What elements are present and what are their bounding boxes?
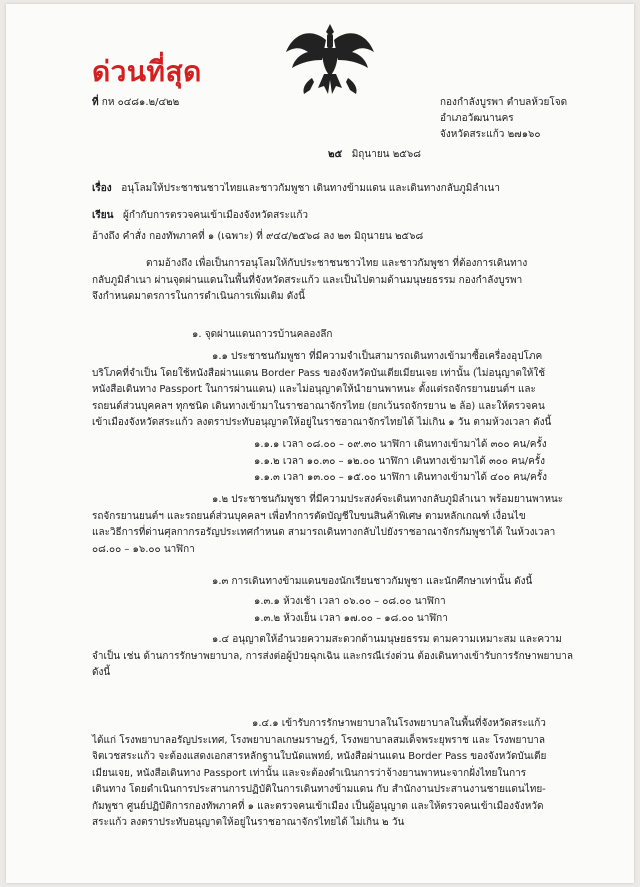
item-line: ๑.๒ ประชาชนกัมพูชา ที่มีความประสงค์จะเดินทางกลับภูมิลำเนา พร้อมยานพาหนะ <box>212 494 564 505</box>
urgency-heading: ด่วนที่สุด <box>92 57 202 88</box>
item-line: บริโภคที่จำเป็น โดยใช้หนังสือผ่านแดน Border Pass ของจังหวัดบันเตียเมียนเจย เท่านั้น (ไม่อนุญาตให้ใช้ <box>92 367 546 379</box>
item-1-3-title: ๑.๓ การเดินทางข้ามแดนของนักเรียนชาวกัมพูชา และนักศึกษาเท่านั้น ดังนี้ <box>212 576 533 587</box>
item-1-4-1 <box>92 716 546 832</box>
schedule-row: ๑.๑.๑ เวลา ๐๘.๐๐ – ๐๙.๓๐ นาฬิกา เดินทางเข้ามาได้ ๓๐๐ คน/ครั้ง <box>254 439 547 450</box>
item-line: ดังนี้ <box>92 667 111 678</box>
document-page <box>6 4 634 883</box>
item-line: จำเป็น เช่น ด้านการรักษาพยาบาล, การส่งต่อผู้ป่วยฉุกเฉิน และกรณีเร่งด่วน ต้องเดินทางเข้ารับการรักษาพยาบาล <box>92 650 574 662</box>
item-line: ได้แก่ โรงพยาบาลอรัญประเทศ, โรงพยาบาลเกษมราษฎร์, โรงพยาบาลสมเด็จพระยุพราช และ โรงพยาบาล <box>92 734 546 746</box>
item-1-1-schedule <box>254 437 547 487</box>
item-line: รถยนต์ส่วนบุคคลฯ ทุกชนิด เดินทางเข้ามาในราชอาณาจักรไทย (ยกเว้นรถจักรยาน ๒ ล้อ) และให้ตรวจคน <box>92 400 545 412</box>
schedule-row: ๑.๑.๒ เวลา ๑๐.๓๐ – ๑๒.๐๐ นาฬิกา เดินทางเข้ามาได้ ๓๐๐ คน/ครั้ง <box>254 455 546 467</box>
subject-line <box>92 182 500 195</box>
reference-number-line <box>92 96 179 109</box>
item-line: จิตเวชสระแก้ว จะต้องแสดงเอกสารหลักฐานใบนัดแพทย์, หนังสือผ่านแดน Border Pass ของจังหวัดบันเตีย <box>92 751 547 762</box>
intro-line: จึงกำหนดมาตรการในการดำเนินการเพิ่มเติม ดังนี้ <box>92 291 305 302</box>
item-1-4 <box>92 632 573 682</box>
item-line: เมียนเจย, หนังสือเดินทาง Passport เท่านั้น และจะต้องดำเนินการว่าจ้างยานพาหนะจากฝั่งไทยในการ <box>92 767 527 779</box>
item-line: ๑.๑ ประชาชนกัมพูชา ที่มีความจำเป็นสามารถเดินทางเข้ามาซื้อเครื่องอุปโภค <box>212 351 543 362</box>
recipient-line <box>92 209 308 222</box>
item-line: ๑.๔ อนุญาตให้อำนวยความสะดวกด้านมนุษยธรรม ตามความเหมาะสม และความ <box>212 634 562 645</box>
recipient-label: เรียน <box>92 210 114 221</box>
date-day: ๒๕ <box>328 149 343 160</box>
recipient-text: ผู้กำกับการตรวจคนเข้าเมืองจังหวัดสระแก้ว <box>123 210 309 221</box>
item-1-1 <box>92 349 551 432</box>
schedule-row: ๑.๓.๑ ห้วงเช้า เวลา ๐๖.๐๐ – ๐๘.๐๐ นาฬิกา <box>254 596 446 607</box>
item-line: กัมพูชา ศูนย์ปฏิบัติการกองทัพภาคที่ ๑ และตรวจคนเข้าเมือง เป็นผู้อนุญาต และให้ตรวจคนเข้าเมืองจังหวัด <box>92 800 544 812</box>
item-line: ๑.๔.๑ เข้ารับการรักษาพยาบาลในโรงพยาบาลในพื้นที่จังหวัดสระแก้ว <box>252 718 546 729</box>
sender-province: จังหวัดสระแก้ว ๒๗๑๖๐ <box>440 129 541 140</box>
document-date <box>328 148 421 161</box>
item-line: รถจักรยานยนต์ฯ และรถยนต์ส่วนบุคคลฯ เพื่อทำการตัดบัญชีใบขนสินค้าพิเศษ ตามหลักเกณฑ์ เงื่อนไข <box>92 510 526 522</box>
item-line: และวิธีการที่ด่านศุลกากรอรัญประเทศกำหนด สามารถเดินทางกลับไปยังราชอาณาจักรกัมพูชาได้ ในห้วงเวลา <box>92 527 556 538</box>
sender-district: อำเภอวัฒนานคร <box>440 113 514 124</box>
subject-label: เรื่อง <box>92 183 112 194</box>
intro-line: ตามอ้างถึง เพื่อเป็นการอนุโลมให้กับประชาชนชาวไทย และชาวกัมพูชา ที่ต้องการเดินทาง <box>146 258 528 269</box>
schedule-row: ๑.๑.๓ เวลา ๑๓.๐๐ – ๑๕.๐๐ นาฬิกา เดินทางเข้ามาได้ ๔๐๐ คน/ครั้ง <box>254 472 547 483</box>
ref-label: ที่ <box>92 97 99 108</box>
item-line: สระแก้ว ลงตราประทับอนุญาตให้อยู่ในราชอาณาจักรไทยได้ ไม่เกิน ๒ วัน <box>92 817 405 828</box>
intro-line: กลับภูมิลำเนา ผ่านจุดผ่านแดนในพื้นที่จังหวัดสระแก้ว และเป็นไปตามด้านมนุษยธรรม กองกำลังบูรพา <box>92 274 523 286</box>
intro-paragraph <box>92 256 527 306</box>
section-1-title: ๑. จุดผ่านแดนถาวรบ้านคลองลึก <box>192 329 333 340</box>
reference-line: อ้างถึง คำสั่ง กองทัพภาคที่ ๑ (เฉพาะ) ที่ ๙๔๔/๒๕๖๘ ลง ๒๓ มิถุนายน ๒๕๖๘ <box>92 231 424 242</box>
garuda-emblem-icon <box>282 18 378 100</box>
item-1-2 <box>92 492 563 558</box>
ref-number: กห ๐๔๘๑.๒/๔๒๒ <box>101 97 180 108</box>
item-line: เดินทาง โดยดำเนินการประสานการปฏิบัติในการเดินทางข้ามแดน กับ สำนักงานประสานงานชายแดนไทย- <box>92 784 546 795</box>
item-1-3-schedule <box>254 594 448 627</box>
item-line: เข้าเมืองจังหวัดสระแก้ว ลงตราประทับอนุญาตให้อยู่ในราชอาณาจักรไทยได้ ไม่เกิน ๑ วัน ตามห้วงเวลา ดังนี้ <box>92 417 552 428</box>
schedule-row: ๑.๓.๒ ห้วงเย็น เวลา ๑๗.๐๐ – ๑๘.๐๐ นาฬิกา <box>254 612 448 624</box>
sender-org: กองกำลังบูรพา ตำบลห้วยโจด <box>440 97 568 108</box>
item-line: ๐๘.๐๐ – ๑๖.๐๐ นาฬิกา <box>92 543 195 555</box>
date-month-year: มิถุนายน ๒๕๖๘ <box>351 149 421 160</box>
item-line: หนังสือเดินทาง Passport ในการผ่านแดน) และไม่อนุญาตให้นำยานพาหนะ ตั้งแต่รถจักรยานยนต์ฯ และ <box>92 384 536 395</box>
subject-text: อนุโลมให้ประชาชนชาวไทยและชาวกัมพูชา เดินทางข้ามแดน และเดินทางกลับภูมิลำเนา <box>121 183 500 194</box>
